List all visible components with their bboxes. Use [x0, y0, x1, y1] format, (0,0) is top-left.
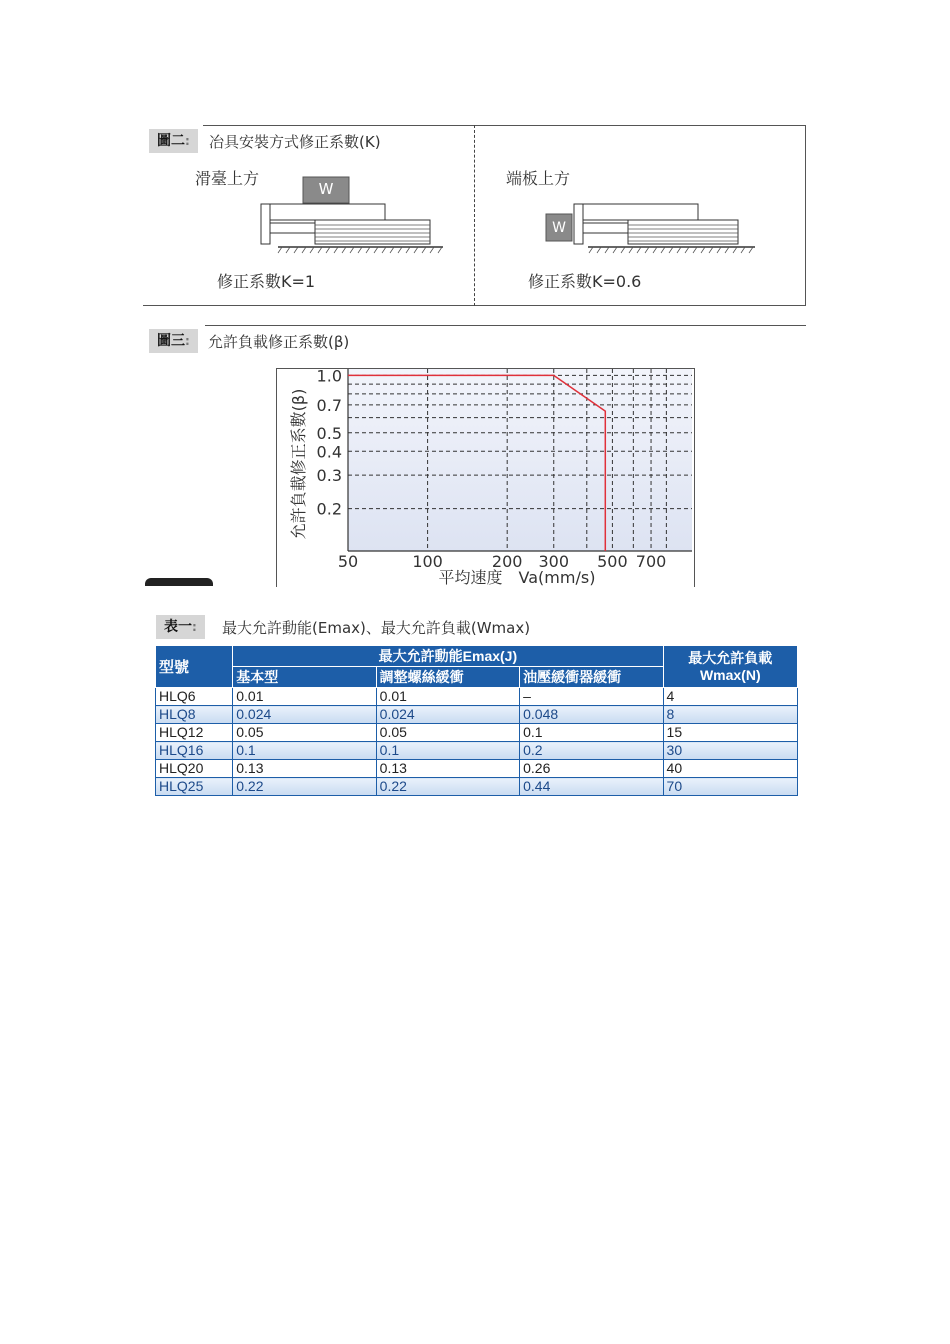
y-tick-label: 0.3 — [316, 466, 342, 486]
header-emax: 最大允許動能Emax(J) — [233, 646, 663, 667]
frame-right-line — [805, 125, 806, 306]
y-tick-label: 0.2 — [316, 499, 342, 519]
spec-table — [155, 645, 798, 796]
model-cell: HLQ12 — [156, 724, 233, 742]
right-weight-label: W — [552, 220, 566, 236]
y-axis-label: 允許負載修正系數(β) — [289, 388, 308, 540]
value-cell: 0.1 — [376, 742, 519, 760]
figure-2 — [143, 125, 806, 306]
table-row — [156, 760, 798, 778]
frame-top-line — [203, 125, 806, 126]
left-heading: 滑臺上方 — [195, 169, 260, 188]
figure-3-title: 允許負載修正系數(β) — [208, 333, 350, 351]
x-tick-label: 50 — [337, 552, 359, 571]
figure-3-tag: 圖三: — [149, 329, 198, 353]
subheader-hydraulic: 油壓緩衝器緩衝 — [520, 667, 663, 688]
model-cell: HLQ6 — [156, 688, 233, 706]
frame-divider — [474, 125, 475, 306]
value-cell: 70 — [663, 778, 797, 796]
slide-mount-diagram — [258, 173, 453, 258]
value-cell: 0.024 — [233, 706, 376, 724]
value-cell: 0.13 — [233, 760, 376, 778]
model-cell: HLQ20 — [156, 760, 233, 778]
model-cell: HLQ16 — [156, 742, 233, 760]
x-tick-label: 300 — [538, 552, 570, 571]
x-tick-label: 700 — [635, 552, 667, 571]
y-tick-label: 1.0 — [316, 368, 342, 386]
table-row — [156, 688, 798, 706]
value-cell: 0.05 — [376, 724, 519, 742]
table-row — [156, 706, 798, 724]
value-cell: 30 — [663, 742, 797, 760]
right-heading: 端板上方 — [506, 169, 571, 188]
table-row — [156, 778, 798, 796]
value-cell: 15 — [663, 724, 797, 742]
margin-tab-fragment — [145, 578, 213, 586]
x-tick-label: 200 — [491, 552, 523, 571]
plot-area — [348, 369, 692, 551]
value-cell: 0.22 — [376, 778, 519, 796]
value-cell: 0.26 — [520, 760, 663, 778]
x-tick-label: 100 — [412, 552, 443, 571]
y-tick-label: 0.5 — [316, 423, 342, 443]
model-cell: HLQ8 — [156, 706, 233, 724]
value-cell: 0.44 — [520, 778, 663, 796]
table-row — [156, 724, 798, 742]
left-factor: 修正系數K=1 — [217, 272, 316, 291]
left-weight-label: W — [318, 180, 334, 198]
y-tick-label: 0.4 — [316, 442, 342, 462]
value-cell: 4 — [663, 688, 797, 706]
value-cell: 0.2 — [520, 742, 663, 760]
value-cell: 0.048 — [520, 706, 663, 724]
value-cell: – — [520, 688, 663, 706]
value-cell: 0.024 — [376, 706, 519, 724]
beta-chart — [276, 368, 693, 586]
table-1-tag: 表一: — [156, 615, 205, 639]
value-cell: 0.05 — [233, 724, 376, 742]
value-cell: 0.01 — [233, 688, 376, 706]
model-cell: HLQ25 — [156, 778, 233, 796]
header-model: 型號 — [156, 646, 233, 688]
value-cell: 0.22 — [233, 778, 376, 796]
table-1-title: 最大允許動能(Emax)、最大允許負載(Wmax) — [222, 619, 531, 637]
value-cell: 0.1 — [233, 742, 376, 760]
table-row — [156, 742, 798, 760]
endplate-mount-diagram — [543, 173, 763, 258]
value-cell: 0.1 — [520, 724, 663, 742]
y-tick-label: 0.7 — [316, 395, 342, 415]
subheader-screw: 調整螺絲緩衝 — [376, 667, 519, 688]
x-axis-label: 平均速度 Va(mm/s) — [438, 568, 596, 586]
value-cell: 8 — [663, 706, 797, 724]
value-cell: 0.13 — [376, 760, 519, 778]
figure-3-top-line — [205, 325, 806, 326]
value-cell: 40 — [663, 760, 797, 778]
right-factor: 修正系數K=0.6 — [528, 272, 642, 291]
subheader-basic: 基本型 — [233, 667, 376, 688]
x-tick-label: 500 — [597, 552, 628, 571]
header-wmax: 最大允許負載 Wmax(N) — [663, 646, 797, 688]
value-cell: 0.01 — [376, 688, 519, 706]
figure-2-tag: 圖二: — [149, 129, 198, 153]
figure-2-title: 冶具安裝方式修正系數(K) — [209, 133, 381, 151]
